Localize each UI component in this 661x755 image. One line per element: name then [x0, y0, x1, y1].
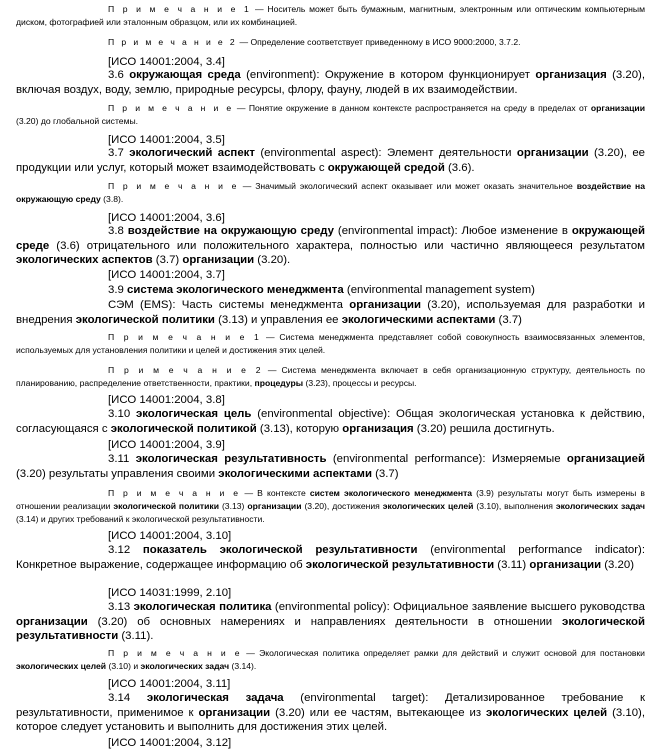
- term-definition: [16, 600, 645, 644]
- cross-reference-term: экологическими аспектами: [218, 467, 372, 480]
- note-text: — Носитель может быть бумажным, магнитным, электронным или оптическим компьютерным диском, фотографией или эталонным образцом, или их комбинацией.: [16, 4, 645, 27]
- note-paragraph: [16, 3, 645, 29]
- cross-reference-term: экологических целей: [382, 501, 474, 511]
- definition-text: (3.10), которое следует установить и выполнить для достижения этих целей.: [16, 706, 645, 734]
- definition-text: (3.20), включая воздух, воду, землю, природные ресурсы, флору, фауну, людей в их взаимодействии.: [16, 69, 645, 96]
- term-number: 3.8: [108, 225, 124, 237]
- note-paragraph: [16, 36, 645, 49]
- term-abbreviation-definition: [16, 298, 645, 327]
- term-name: экологическая результативность: [135, 453, 327, 465]
- note-label: П р и м е ч а н и е: [108, 181, 239, 191]
- cross-reference-term: экологической результативности: [305, 558, 495, 571]
- cross-reference-term: организацией: [566, 453, 645, 465]
- note-paragraph: [16, 487, 645, 526]
- definition-text: (3.14) и других требований к экологической результативности.: [16, 514, 265, 524]
- definition-text: (3.20).: [254, 254, 291, 267]
- definition-text: (environmental impact): Любое изменение в: [334, 225, 572, 237]
- note-text: — Экологическая политика определяет рамки для действий и служит основой для постановки: [241, 648, 645, 658]
- note-text: — Понятие окружение в данном контексте распространяется на среду в пределах от: [233, 103, 591, 113]
- definition-text: (3.10) и: [106, 661, 141, 671]
- cross-reference-term: экологических задач: [140, 661, 230, 671]
- note-label: П р и м е ч а н и е: [108, 488, 241, 498]
- cross-reference-term: воздействие на окружающую среду: [16, 181, 645, 204]
- note-text: — Значимый экологический аспект оказывает или может оказать значительное: [238, 181, 577, 191]
- cross-reference-term: организация: [342, 422, 414, 435]
- cross-reference-term: организации: [182, 254, 255, 267]
- note-label: П р и м е ч а н и е: [108, 103, 234, 113]
- cross-reference-term: организации: [516, 147, 589, 159]
- note-label: П р и м е ч а н и е 1: [108, 4, 252, 14]
- cross-reference-term: организация: [535, 69, 607, 81]
- source-reference: [ИСО 14031:1999, 2.10]: [108, 587, 232, 599]
- definition-text: (3.20), ее продукции или услуг, который может взаимодействовать с: [16, 147, 645, 174]
- definition-text: (3.20) результаты управления своими: [16, 467, 219, 480]
- cross-reference-term: организации: [198, 706, 271, 719]
- definition-text: СЭМ (EMS): Часть системы менеджмента: [108, 299, 350, 311]
- term-name: система экологического менеджмента: [127, 284, 344, 296]
- cross-reference-term: организации: [529, 558, 602, 571]
- term-name: экологическая задача: [146, 692, 284, 704]
- source-reference: [ИСО 14001:2004, 3.5]: [108, 134, 225, 146]
- term-definition: [16, 146, 645, 175]
- definition-text: (environmental performance): Измеряемые: [326, 453, 567, 465]
- definition-text: (3.10), выполнения: [473, 501, 556, 511]
- note-text: — Система менеджмента представляет собой совокупность взаимосвязанных элементов, используемых для установления политики и целей и достижения этих целей.: [16, 332, 645, 355]
- term-definition: [16, 283, 645, 298]
- source-reference: [ИСО 14001:2004, 3.10]: [108, 530, 232, 542]
- definition-text: (3.11).: [118, 630, 154, 643]
- note-paragraph: [16, 647, 645, 673]
- definition-text: (3.13): [218, 501, 248, 511]
- term-name: окружающая среда: [129, 69, 241, 81]
- cross-reference-term: организации: [349, 299, 421, 311]
- term-name: показатель экологической результативности: [142, 544, 418, 556]
- term-number: 3.12: [108, 544, 131, 556]
- definition-text: (3.13), которую: [256, 422, 343, 435]
- definition-text: (environmental performance indicator): Конкретное выражение, содержащее информацию об: [16, 544, 645, 571]
- note-label: П р и м е ч а н и е 2: [108, 365, 263, 375]
- definition-text: (3.7): [371, 467, 399, 480]
- cross-reference-term: экологических целей: [16, 661, 107, 671]
- cross-reference-term: организации: [247, 501, 302, 511]
- term-definition: [16, 407, 645, 436]
- cross-reference-term: экологических целей: [486, 706, 608, 719]
- source-reference: [ИСО 14001:2004, 3.11]: [108, 678, 231, 690]
- note-paragraph: [16, 180, 645, 206]
- term-name: экологический аспект: [129, 147, 255, 159]
- definition-text: (3.6) отрицательного или положительного характера, полностью или частично являющееся результатом: [49, 239, 645, 252]
- definition-text: (3.20) об основных намерениях и направлениях деятельности в отношении: [87, 615, 563, 628]
- term-name: экологическая цель: [135, 408, 252, 420]
- cross-reference-term: процедуры: [254, 378, 304, 388]
- note-label: П р и м е ч а н и е 1: [108, 332, 262, 342]
- definition-text: (3.20): [601, 558, 635, 571]
- note-paragraph: [16, 102, 645, 128]
- definition-text: (3.20), достижения: [301, 501, 383, 511]
- cross-reference-term: экологической результативности: [16, 615, 645, 643]
- cross-reference-term: организации: [590, 103, 645, 113]
- definition-text: (3.11): [494, 558, 530, 571]
- source-reference: [ИСО 14001:2004, 3.6]: [108, 212, 225, 224]
- definition-text: (3.6).: [444, 161, 475, 174]
- term-number: 3.14: [108, 692, 131, 704]
- cross-reference-term: окружающей средой: [327, 161, 445, 174]
- term-definition: [16, 68, 645, 97]
- cross-reference-term: экологической политикой: [110, 422, 257, 435]
- source-reference: [ИСО 14001:2004, 3.9]: [108, 439, 225, 451]
- note-paragraph: [16, 331, 645, 357]
- definition-text: (3.13) и управления ее: [214, 313, 342, 326]
- cross-reference-term: окружающей среде: [16, 225, 646, 252]
- note-text: — Система менеджмента включает в себя организационную структуру, деятельность по планированию, распределение ответственности, практики,: [16, 365, 645, 388]
- definition-text: (3.20) до глобальной системы.: [16, 116, 139, 126]
- term-number: 3.13: [108, 601, 131, 613]
- term-name: экологическая политика: [133, 601, 272, 613]
- definition-text: (3.14).: [229, 661, 257, 671]
- source-reference: [ИСО 14001:2004, 3.8]: [108, 394, 225, 406]
- definition-text: (environmental policy): Официальное заявление высшего руководства: [271, 601, 645, 613]
- term-number: 3.10: [108, 408, 131, 420]
- definition-text: (3.20) или ее частям, вытекающее из: [270, 706, 486, 719]
- term-number: 3.11: [108, 453, 130, 465]
- definition-text: (3.8).: [100, 194, 124, 204]
- note-label: П р и м е ч а н и е: [108, 648, 242, 658]
- term-definition: [16, 224, 645, 268]
- definition-text: (3.23), процессы и ресурсы.: [303, 378, 417, 388]
- definition-text: (3.20), используемая для разработки и внедрения: [16, 299, 645, 326]
- cross-reference-term: экологических задач: [555, 501, 646, 511]
- cross-reference-term: организации: [16, 615, 88, 628]
- definition-text: (environmental aspect): Элемент деятельности: [254, 147, 517, 159]
- cross-reference-term: систем экологического менеджмента: [309, 488, 473, 498]
- definition-text: (environment): Окружение в котором функционирует: [240, 69, 536, 81]
- term-definition: [16, 691, 645, 735]
- term-number: 3.9: [108, 284, 124, 296]
- definition-text: (3.7): [495, 313, 522, 326]
- definition-text: (3.20) решила достигнуть.: [413, 422, 555, 435]
- term-name: воздействие на окружающую среду: [127, 225, 335, 237]
- cross-reference-term: экологическими аспектами: [341, 313, 496, 326]
- definition-text: (environmental management system): [343, 284, 535, 296]
- cross-reference-term: экологических аспектов: [16, 254, 153, 267]
- note-text: — В контексте: [240, 488, 310, 498]
- definition-text: (3.9) результаты могут быть измерены в отношении реализации: [16, 488, 645, 511]
- source-reference: [ИСО 14001:2004, 3.4]: [108, 56, 225, 68]
- note-paragraph: [16, 364, 645, 390]
- source-reference: [ИСО 14001:2004, 3.7]: [108, 269, 225, 281]
- definition-text: (environmental objective): Общая экологическая установка к действию, согласующаяся с: [16, 408, 645, 435]
- cross-reference-term: экологической политики: [113, 501, 219, 511]
- term-definition: [16, 543, 645, 572]
- term-number: 3.6: [108, 69, 124, 81]
- term-number: 3.7: [108, 147, 124, 159]
- definition-text: (3.7): [152, 254, 183, 267]
- note-label: П р и м е ч а н и е 2: [108, 37, 238, 47]
- note-text: — Определение соответствует приведенному в ИСО 9000:2000, 3.7.2.: [237, 37, 521, 47]
- term-definition: [16, 452, 645, 481]
- cross-reference-term: экологической политики: [75, 313, 215, 326]
- definition-text: (environmental target): Детализированное требование к результативности, применимое к: [16, 692, 645, 719]
- source-reference: [ИСО 14001:2004, 3.12]: [108, 737, 232, 749]
